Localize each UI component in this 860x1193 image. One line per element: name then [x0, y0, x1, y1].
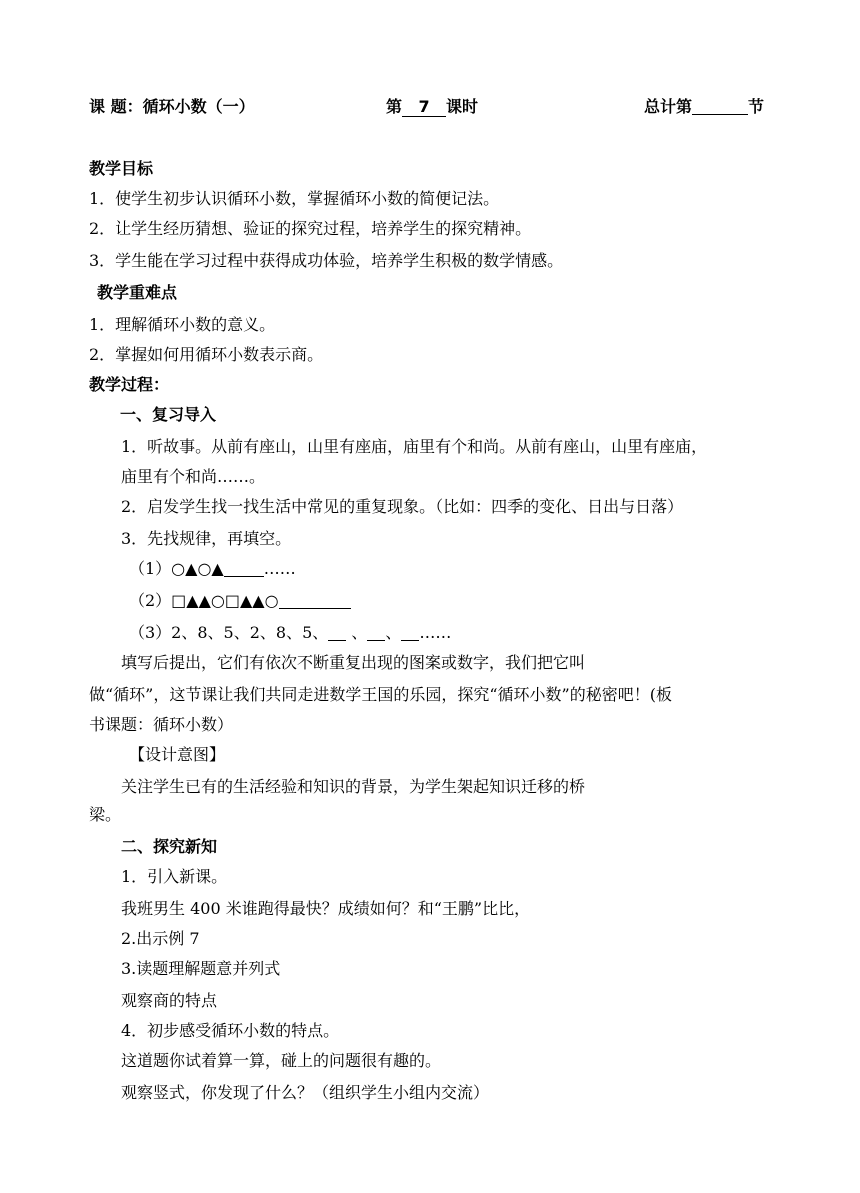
topic-heading: [89, 96, 255, 118]
section2-line: 观察竖式，你发现了什么？（组织学生小组内交流）: [121, 1083, 490, 1102]
story-line: 1．听故事。从前有座山，山里有座庙，庙里有个和尚。从前有座山，山里有座庙，: [121, 437, 708, 456]
ellipsis: ……: [419, 623, 452, 642]
lesson-number-field: [386, 96, 478, 118]
answer-blank: [401, 624, 419, 641]
key-points-heading: 教学重难点: [97, 283, 178, 302]
section2-line: 2.出示例 7: [121, 929, 200, 948]
separator: 、: [346, 623, 368, 642]
ellipsis: ……: [263, 559, 296, 578]
separator: 、: [385, 623, 402, 642]
objective-item: 1．使学生初步认识循环小数，掌握循环小数的简便记法。: [89, 189, 500, 208]
total-prefix: 总计第: [644, 97, 693, 116]
pattern-shapes-2: （2）□▲▲○□▲▲○: [129, 591, 279, 610]
fill-blank-numbers: [129, 622, 451, 644]
section2-line: 观察商的特点: [121, 991, 218, 1010]
lesson-number: 7: [402, 98, 446, 117]
total-count-blank: [692, 98, 748, 115]
section2-line: 4．初步感受循环小数的特点。: [121, 1021, 340, 1040]
pattern-numbers: （3）2、8、5、2、8、5、: [129, 623, 329, 642]
answer-blank: [224, 560, 264, 577]
find-pattern-item: 3．先找规律，再填空。: [121, 529, 292, 548]
summary-line: 填写后提出，它们有依次不断重复出现的图案或数字，我们把它叫: [121, 653, 586, 672]
answer-blank: [279, 592, 351, 609]
topic-label: 课 题：: [89, 97, 143, 116]
objective-item: 2．让学生经历猜想、验证的探究过程，培养学生的探究精神。: [89, 219, 532, 238]
summary-line: 书课题：循环小数）: [89, 715, 234, 734]
lesson-prefix: 第: [386, 97, 403, 116]
objectives-heading: 教学目标: [89, 159, 154, 178]
total-count-field: [644, 96, 764, 118]
story-line: 庙里有个和尚……。: [121, 467, 266, 486]
section2-line: 1．引入新课。: [121, 867, 228, 886]
section2-title: 二、探究新知: [121, 837, 218, 856]
section2-line: 这道题你试着算一算，碰上的问题很有趣的。: [121, 1051, 442, 1070]
section1-title: 一、复习导入: [120, 405, 217, 424]
repeat-phenomena-item: 2．启发学生找一找生活中常见的重复现象。（比如：四季的变化、日出与日落）: [121, 497, 684, 516]
section2-line: 3.读题理解题意并列式: [121, 959, 281, 978]
answer-blank: [328, 624, 346, 641]
lesson-suffix: 课时: [446, 97, 479, 116]
objective-item: 3．学生能在学习过程中获得成功体验，培养学生积极的数学情感。: [89, 251, 564, 270]
pattern-shapes-1: （1）○▲○▲: [129, 559, 224, 578]
section2-line: 我班男生 400 米谁跑得最快？成绩如何？和“王鹏”比比，: [121, 899, 531, 918]
topic-title: 循环小数（一）: [142, 97, 255, 116]
fill-blank-shapes-2: [129, 590, 351, 612]
design-intent-line: 关注学生已有的生活经验和知识的背景，为学生架起知识迁移的桥: [121, 777, 586, 796]
summary-line: 做“循环”，这节课让我们共同走进数学王国的乐园，探究“循环小数”的秘密吧！(板: [89, 685, 672, 704]
total-suffix: 节: [748, 97, 765, 116]
design-intent-line: 梁。: [89, 805, 122, 824]
key-point-item: 2．掌握如何用循环小数表示商。: [89, 345, 324, 364]
process-heading: 教学过程：: [89, 375, 170, 394]
answer-blank: [367, 624, 385, 641]
fill-blank-shapes-1: [129, 558, 296, 580]
key-point-item: 1．理解循环小数的意义。: [89, 315, 276, 334]
design-intent-title: 【设计意图】: [129, 745, 226, 764]
